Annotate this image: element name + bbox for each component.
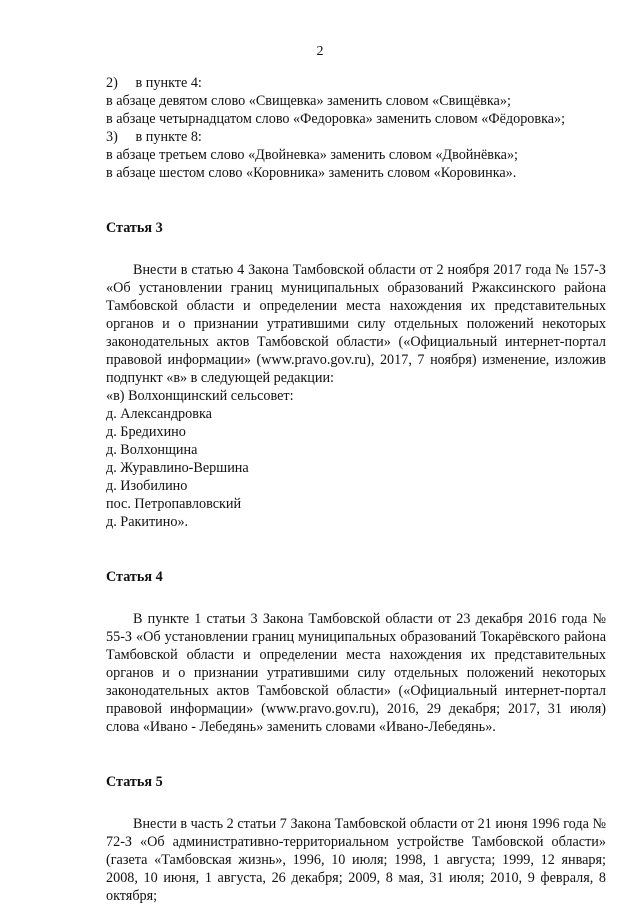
- list-item: д. Журавлино-Вершина: [106, 460, 249, 476]
- list-item: д. Изобилино: [106, 478, 188, 494]
- intro-line: в абзаце девятом слово «Свищевка» заменить словом «Свищёвка»;: [106, 93, 511, 109]
- intro-line: в абзаце шестом слово «Коровника» заменить словом «Коровинка».: [106, 165, 517, 181]
- article-3-list: [106, 387, 606, 531]
- intro-line: в абзаце четырнадцатом слово «Федоровка» заменить словом «Фёдоровка»;: [106, 111, 566, 127]
- list-item: д. Бредихино: [106, 424, 186, 440]
- article-5-text: Внести в часть 2 статьи 7 Закона Тамбовской области от 21 июня 1996 года № 72-З «Об административно-территориальном устройстве Тамбовской области» (газета «Тамбовская жизнь», 1996, 10 июля; 1998, 1 августа; 1999, 12 января; 2008, 10 июня, 1 августа, 26 декабря; 2009, 8 мая, 31 июля; 2010, 9 февраля, 8 октября;: [106, 816, 606, 904]
- article-5: [106, 773, 606, 905]
- list-item: «в) Волхонщинский сельсовет:: [106, 388, 294, 404]
- article-3: [106, 219, 606, 531]
- intro-line: в абзаце третьем слово «Двойневка» заменить словом «Двойнёвка»;: [106, 147, 518, 163]
- intro-block: [106, 74, 606, 182]
- list-item: пос. Петропавловский: [106, 496, 242, 512]
- list-item: д. Александровка: [106, 406, 212, 422]
- article-5-heading: Статья 5: [106, 774, 163, 790]
- intro-line: 3) в пункте 8:: [106, 129, 202, 145]
- article-4-text: В пункте 1 статьи 3 Закона Тамбовской области от 23 декабря 2016 года № 55-З «Об установлении границ муниципальных образований Токарёвского района Тамбовской области и определении места нахождения их представительных органов и о признании утратившими силу отдельных положений некоторых законодательных актов Тамбовской области» («Официальный интернет-портал правовой информации» (www.pravo.gov.ru), 2016, 29 декабря; 2017, 31 июля) слова «Ивано - Лебедянь» заменить словами «Ивано-Лебедянь».: [106, 611, 606, 735]
- article-3-heading: Статья 3: [106, 220, 163, 236]
- article-4-heading: Статья 4: [106, 569, 163, 585]
- page-number: 2: [316, 44, 324, 59]
- article-4: [106, 568, 606, 736]
- list-item: д. Ракитино».: [106, 514, 189, 530]
- list-item: д. Волхонщина: [106, 442, 198, 458]
- intro-line: 2) в пункте 4:: [106, 75, 202, 91]
- document-body: [106, 74, 606, 905]
- article-3-text: Внести в статью 4 Закона Тамбовской области от 2 ноября 2017 года № 157-З «Об установлении границ муниципальных образований Ржаксинского района Тамбовской области и определении места нахождения их представительных органов и о признании утратившими силу отдельных положений некоторых законодательных актов Тамбовской области» («Официальный интернет-портал правовой информации» (www.pravo.gov.ru), 2017, 7 ноября) изменение, изложив подпункт «в» в следующей редакции:: [106, 262, 606, 386]
